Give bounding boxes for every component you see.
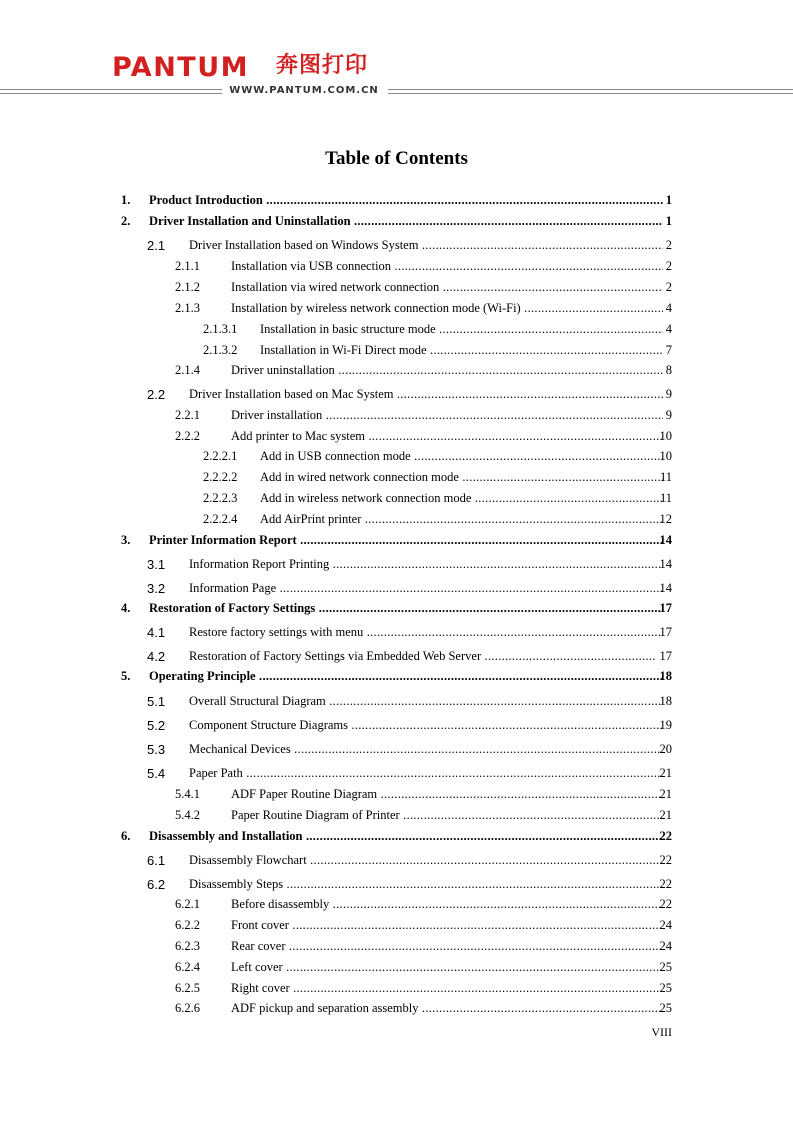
toc-entry-title: Component Structure Diagrams ..... — [189, 717, 663, 734]
toc-entry-page: 2 — [665, 280, 672, 294]
toc-entry-title: Restoration of Factory Settings via Embedded Web Server ..... — [189, 648, 656, 665]
toc-entry-page: 22 — [659, 897, 672, 911]
toc-entry[interactable] — [0, 342, 793, 359]
toc-entry-number: 5.4.2 — [175, 808, 200, 822]
toc-entry[interactable] — [0, 717, 793, 734]
toc-entry[interactable] — [0, 469, 793, 486]
toc-entry[interactable] — [0, 556, 793, 573]
toc-entry-title: Add AirPrint printer ..... — [260, 511, 663, 528]
toc-entry-title: Disassembly Flowchart ..... — [189, 852, 663, 869]
toc-entry-title: Right cover ..... — [231, 980, 663, 997]
toc-entry-number: 2.2.2.4 — [203, 512, 238, 526]
toc-entry-number: 2.2.1 — [175, 408, 200, 422]
toc-entry-number: 2.1.1 — [175, 259, 200, 273]
toc-entry-page: 9 — [665, 408, 672, 422]
toc-entry[interactable] — [0, 448, 793, 465]
toc-entry-page: 18 — [659, 694, 672, 708]
toc-entry[interactable] — [0, 786, 793, 803]
toc-entry-number: 6.1 — [147, 853, 166, 868]
toc-entry-title: Rear cover ..... — [231, 938, 663, 955]
toc-entry-number: 5. — [121, 669, 131, 683]
toc-entry-number: 6. — [121, 829, 131, 843]
toc-entry-title: Information Page ..... — [189, 580, 663, 597]
toc-entry[interactable] — [0, 580, 793, 597]
toc-entry-page: 22 — [659, 877, 672, 891]
toc-entry-title: Installation by wireless network connection mode (Wi-Fi) ..... — [231, 300, 663, 317]
toc-entry-number: 2.2.2.3 — [203, 491, 238, 505]
toc-entry-page: 21 — [659, 766, 672, 780]
toc-entry-title: Product Introduction ..... — [149, 192, 663, 209]
toc-entry-title: Driver Installation based on Mac System ..... — [189, 386, 663, 403]
toc-entry-title: Information Report Printing ..... — [189, 556, 663, 573]
toc-entry[interactable] — [0, 258, 793, 275]
toc-entry[interactable] — [0, 917, 793, 934]
toc-entry[interactable] — [0, 213, 793, 230]
toc-entry-number: 1. — [121, 193, 131, 207]
toc-entry-number: 5.1 — [147, 694, 166, 709]
toc-entry-page: 1 — [665, 214, 672, 228]
toc-entry-page: 25 — [659, 1001, 672, 1015]
toc-entry-number: 2.1.3.2 — [203, 343, 238, 357]
toc-entry-title: Add in USB connection mode ..... — [260, 448, 663, 465]
toc-entry[interactable] — [0, 237, 793, 254]
toc-entry-page: 17 — [659, 625, 672, 639]
toc-entry[interactable] — [0, 807, 793, 824]
toc-entry[interactable] — [0, 668, 793, 685]
toc-entry-number: 3. — [121, 533, 131, 547]
toc-entry[interactable] — [0, 490, 793, 507]
toc-entry-page: 17 — [659, 601, 672, 615]
toc-entry-page: 11 — [659, 491, 672, 505]
toc-entry-title: Restoration of Factory Settings ..... — [149, 600, 663, 617]
toc-entry-page: 11 — [659, 470, 672, 484]
toc-entry-page: 7 — [665, 343, 672, 357]
toc-entry-page: 21 — [659, 787, 672, 801]
toc-entry[interactable] — [0, 896, 793, 913]
toc-entry[interactable] — [0, 959, 793, 976]
toc-entry-title: Driver Installation based on Windows System ..... — [189, 237, 663, 254]
toc-entry[interactable] — [0, 407, 793, 424]
toc-entry-title: Front cover ..... — [231, 917, 663, 934]
toc-entry-page: 14 — [659, 533, 672, 547]
toc-entry[interactable] — [0, 624, 793, 641]
toc-entry-number: 2.2 — [147, 387, 166, 402]
toc-entry-number: 2.1.2 — [175, 280, 200, 294]
toc-entry-page: 10 — [659, 429, 672, 443]
toc-entry-number: 5.4 — [147, 766, 166, 781]
toc-entry-number: 6.2.3 — [175, 939, 200, 953]
toc-entry-title: Restore factory settings with menu ..... — [189, 624, 663, 641]
toc-entry-number: 4.2 — [147, 649, 166, 664]
toc-entry-title: Disassembly and Installation ..... — [149, 828, 663, 845]
toc-entry-title: Installation in Wi-Fi Direct mode ..... — [260, 342, 663, 359]
toc-entry[interactable] — [0, 980, 793, 997]
toc-entry-page: 14 — [659, 557, 672, 571]
toc-entry-title: Printer Information Report ..... — [149, 532, 663, 549]
toc-entry-number: 2. — [121, 214, 131, 228]
toc-entry-page: 24 — [659, 918, 672, 932]
toc-entry[interactable] — [0, 321, 793, 338]
toc-entry-title: Installation in basic structure mode ..... — [260, 321, 663, 338]
toc-entry-title: Operating Principle ..... — [149, 668, 663, 685]
toc-entry[interactable] — [0, 386, 793, 403]
page-title: Table of Contents — [325, 148, 468, 169]
toc-entry-page: 14 — [659, 581, 672, 595]
toc-entry-title: Add in wired network connection mode ..... — [260, 469, 663, 486]
pantum-logo-chinese: 奔图打印 — [276, 53, 369, 78]
toc-entry-page: 22 — [659, 829, 672, 843]
toc-entry[interactable] — [0, 1000, 793, 1017]
toc-entry[interactable] — [0, 765, 793, 782]
toc-entry-number: 6.2.5 — [175, 981, 200, 995]
toc-entry-title: Paper Path ..... — [189, 765, 663, 782]
toc-entry-title: Installation via USB connection ..... — [231, 258, 663, 275]
pantum-logo: PANTUM — [112, 52, 250, 83]
toc-entry-number: 5.2 — [147, 718, 166, 733]
toc-entry[interactable] — [0, 741, 793, 758]
toc-entry-page: 19 — [659, 718, 672, 732]
toc-entry-title: Add printer to Mac system ..... — [231, 428, 663, 445]
toc-entry-page: 21 — [659, 808, 672, 822]
toc-entry-title: ADF Paper Routine Diagram ..... — [231, 786, 663, 803]
toc-entry-number: 3.2 — [147, 581, 166, 596]
toc-entry-page: 17 — [659, 649, 672, 663]
toc-entry-page: 10 — [659, 449, 672, 463]
toc-entry-title: Driver installation ..... — [231, 407, 663, 424]
toc-entry-page: 22 — [659, 853, 672, 867]
toc-entry-page: 2 — [665, 259, 672, 273]
toc-entry-number: 5.3 — [147, 742, 166, 757]
toc-entry-number: 4.1 — [147, 625, 166, 640]
toc-entry-title: Disassembly Steps ..... — [189, 876, 663, 893]
toc-entry[interactable] — [0, 828, 793, 845]
toc-entry-number: 6.2.1 — [175, 897, 200, 911]
toc-entry-number: 3.1 — [147, 557, 166, 572]
toc-entry-number: 2.2.2.2 — [203, 470, 238, 484]
toc-entry-page: 9 — [665, 387, 672, 401]
toc-entry-page: 8 — [665, 363, 672, 377]
toc-entry-page: 18 — [659, 669, 672, 683]
toc-entry[interactable] — [0, 511, 793, 528]
toc-entry-title: Left cover ..... — [231, 959, 663, 976]
toc-entry-number: 6.2.2 — [175, 918, 200, 932]
toc-entry[interactable] — [0, 300, 793, 317]
toc-entry-number: 2.2.2.1 — [203, 449, 238, 463]
toc-entry-number: 6.2.6 — [175, 1001, 200, 1015]
toc-entry[interactable] — [0, 852, 793, 869]
toc-entry-page: 1 — [665, 193, 672, 207]
toc-entry-title: Installation via wired network connection ..... — [231, 279, 663, 296]
toc-entry-number: 6.2.4 — [175, 960, 200, 974]
toc-entry-title: Driver uninstallation ..... — [231, 362, 663, 379]
website-url: WWW.PANTUM.COM.CN — [229, 85, 379, 96]
toc-entry[interactable] — [0, 428, 793, 445]
toc-entry-number: 2.1.4 — [175, 363, 200, 377]
toc-entry-page: 24 — [659, 939, 672, 953]
toc-entry[interactable] — [0, 648, 793, 665]
toc-entry-page: 4 — [665, 301, 672, 315]
toc-entry[interactable] — [0, 938, 793, 955]
toc-entry-page: 4 — [665, 322, 672, 336]
toc-entry[interactable] — [0, 600, 793, 617]
toc-entry-number: 5.4.1 — [175, 787, 200, 801]
toc-entry[interactable] — [0, 192, 793, 209]
toc-entry[interactable] — [0, 279, 793, 296]
toc-entry-page: 12 — [659, 512, 672, 526]
toc-entry-page: 25 — [659, 981, 672, 995]
toc-entry-title: Driver Installation and Uninstallation ..... — [149, 213, 663, 230]
toc-entry-page: 2 — [665, 238, 672, 252]
toc-entry[interactable] — [0, 876, 793, 893]
toc-entry-number: 6.2 — [147, 877, 166, 892]
toc-entry-number: 2.1.3 — [175, 301, 200, 315]
toc-entry[interactable] — [0, 693, 793, 710]
toc-entry-title: ADF pickup and separation assembly ..... — [231, 1000, 663, 1017]
toc-entry-number: 4. — [121, 601, 131, 615]
toc-entry-number: 2.1 — [147, 238, 166, 253]
toc-entry-title: Add in wireless network connection mode ..... — [260, 490, 663, 507]
toc-entry-number: 2.1.3.1 — [203, 322, 238, 336]
toc-entry[interactable] — [0, 362, 793, 379]
toc-entry-title: Overall Structural Diagram ..... — [189, 693, 663, 710]
toc-entry-title: Before disassembly ..... — [231, 896, 663, 913]
toc-entry-number: 2.2.2 — [175, 429, 200, 443]
toc-entry-title: Mechanical Devices ..... — [189, 741, 663, 758]
toc-entry-title: Paper Routine Diagram of Printer ..... — [231, 807, 663, 824]
page-number: VIII — [651, 1025, 672, 1039]
toc-entry-page: 25 — [659, 960, 672, 974]
toc-entry[interactable] — [0, 532, 793, 549]
toc-entry-page: 20 — [659, 742, 672, 756]
